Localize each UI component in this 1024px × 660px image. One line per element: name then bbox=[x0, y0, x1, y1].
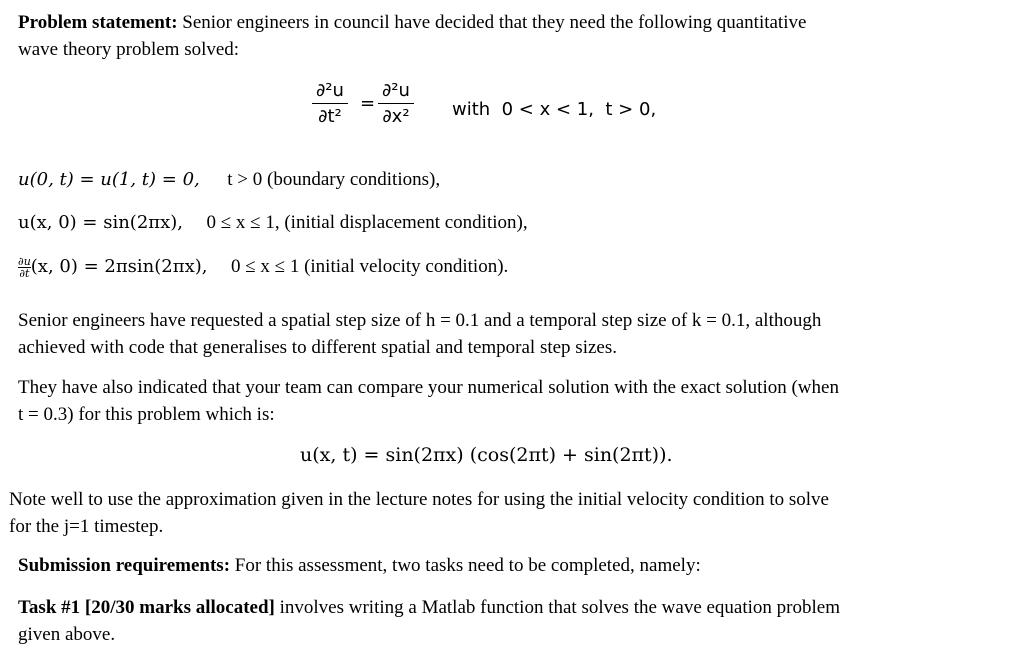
initial-velocity-numerator: ∂u bbox=[18, 255, 31, 269]
problem-statement-heading: Problem statement: bbox=[18, 12, 178, 33]
initial-velocity-text: 0 ≤ x ≤ 1 (initial velocity condition). bbox=[230, 256, 509, 277]
task1-text-2: given above. bbox=[18, 624, 116, 645]
submission-heading: Submission requirements: bbox=[18, 555, 231, 576]
step-size-line-1: Senior engineers have requested a spatial step size of h = 0.1 and a temporal step size of k = 0.1, although bbox=[18, 310, 822, 331]
exact-solution-formula: u(x, t) = sin(2πx) (cos(2πt) + sin(2πt)). bbox=[300, 444, 673, 466]
pde-rhs-denominator: ∂x² bbox=[382, 106, 410, 127]
exact-solution-line-1: They have also indicated that your team can compare your numerical solution with the exact solution (when bbox=[18, 377, 839, 398]
pde-lhs-denominator: ∂t² bbox=[318, 106, 342, 127]
problem-statement-text-1: Senior engineers in council have decided that they need the following quantitative bbox=[177, 12, 807, 33]
note-line-1: Note well to use the approximation given in the lecture notes for using the initial velocity condition to solve bbox=[9, 489, 829, 510]
boundary-condition-text: t > 0 (boundary conditions), bbox=[227, 169, 441, 190]
pde-equals: = bbox=[360, 93, 376, 114]
initial-velocity-condition bbox=[18, 254, 508, 280]
problem-statement-paragraph bbox=[18, 9, 1008, 63]
exact-solution-line-2: t = 0.3) for this problem which is: bbox=[18, 404, 275, 425]
submission-text: For this assessment, two tasks need to be completed, namely: bbox=[230, 555, 701, 576]
initial-displacement-equation: u(x, 0) = sin(2πx), bbox=[18, 212, 183, 233]
note-line-2: for the j=1 timestep. bbox=[9, 516, 164, 537]
task1-text-1: involves writing a Matlab function that solves the wave equation problem bbox=[274, 597, 840, 618]
pde-lhs-numerator: ∂²u bbox=[316, 80, 344, 101]
task1-paragraph bbox=[18, 594, 1008, 648]
submission-paragraph bbox=[18, 552, 1008, 579]
initial-velocity-equation: (x, 0) = 2πsin(2πx), bbox=[30, 256, 208, 277]
step-size-line-2: achieved with code that generalises to different spatial and temporal step sizes. bbox=[18, 337, 617, 358]
pde-domain: with 0 < x < 1, t > 0, bbox=[452, 99, 657, 120]
initial-displacement-condition bbox=[18, 210, 528, 236]
initial-velocity-denominator: ∂t bbox=[19, 267, 30, 281]
task1-heading: Task #1 [20/30 marks allocated] bbox=[18, 597, 275, 618]
boundary-condition-equation: u(0, t) = u(1, t) = 0, bbox=[18, 169, 200, 190]
boundary-condition bbox=[18, 167, 440, 193]
step-size-paragraph bbox=[18, 307, 1008, 361]
pde-lhs-fraction bbox=[312, 80, 348, 127]
initial-displacement-text: 0 ≤ x ≤ 1, (initial displacement condition), bbox=[206, 212, 528, 233]
note-paragraph bbox=[9, 486, 999, 540]
pde-rhs-numerator: ∂²u bbox=[382, 80, 410, 101]
initial-velocity-fraction bbox=[18, 256, 31, 279]
problem-statement-text-2: wave theory problem solved: bbox=[18, 39, 240, 60]
exact-solution-paragraph bbox=[18, 374, 1008, 428]
pde-rhs-fraction bbox=[378, 80, 414, 127]
